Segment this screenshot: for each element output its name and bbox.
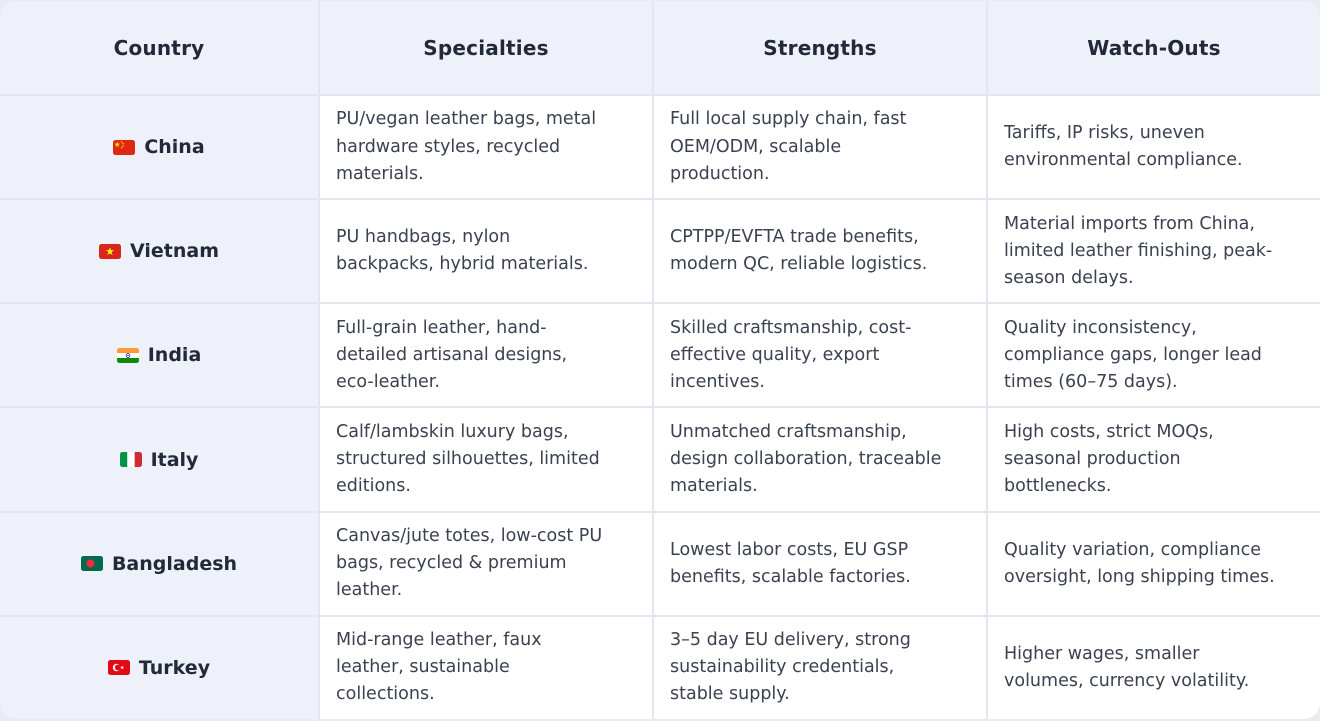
watch-outs-cell: Quality inconsistency, compliance gaps, longer lead times (60–75 days). [988,304,1320,406]
country-cell-bangladesh [0,513,318,615]
country-name: India [147,344,202,367]
specialties-cell: PU/vegan leather bags, metal hardware styles, recycled materials. [320,96,652,198]
watch-outs-cell: Tariffs, IP risks, uneven environmental compliance. [988,96,1320,198]
column-header-strengths: Strengths [654,1,986,94]
strengths-cell: Full local supply chain, fast OEM/ODM, scalable production. [654,96,986,198]
country-cell-turkey [0,617,318,719]
column-header-country: Country [0,1,318,94]
country-comparison-table [0,1,1320,719]
country-name: Turkey [138,656,211,679]
watch-outs-cell: High costs, strict MOQs, seasonal production bottlenecks. [988,408,1320,510]
strengths-cell: Lowest labor costs, EU GSP benefits, scalable factories. [654,513,986,615]
flag-vietnam-icon [99,244,121,259]
flag-bangladesh-icon [81,556,103,571]
country-name: Vietnam [130,240,219,263]
flag-turkey-icon [108,660,130,675]
strengths-cell: Skilled craftsmanship, cost-effective quality, export incentives. [654,304,986,406]
watch-outs-cell: Higher wages, smaller volumes, currency volatility. [988,617,1320,719]
specialties-cell: Canvas/jute totes, low-cost PU bags, recycled & premium leather. [320,513,652,615]
country-cell-vietnam [0,200,318,302]
watch-outs-cell: Material imports from China, limited leather finishing, peak-season delays. [988,200,1320,302]
country-name: Bangladesh [111,552,238,575]
specialties-cell: PU handbags, nylon backpacks, hybrid materials. [320,200,652,302]
country-cell-china [0,96,318,198]
specialties-cell: Full-grain leather, hand-detailed artisanal designs, eco-leather. [320,304,652,406]
strengths-cell: 3–5 day EU delivery, strong sustainability credentials, stable supply. [654,617,986,719]
strengths-cell: CPTPP/EVFTA trade benefits, modern QC, reliable logistics. [654,200,986,302]
watch-outs-cell: Quality variation, compliance oversight, long shipping times. [988,513,1320,615]
country-cell-india [0,304,318,406]
flag-italy-icon [120,452,142,467]
country-name: China [144,136,205,159]
flag-india-icon [117,348,139,363]
strengths-cell: Unmatched craftsmanship, design collaboration, traceable materials. [654,408,986,510]
column-header-specialties: Specialties [320,1,652,94]
specialties-cell: Mid-range leather, faux leather, sustainable collections. [320,617,652,719]
country-cell-italy [0,408,318,510]
country-name: Italy [150,448,199,471]
flag-china-icon [113,140,135,155]
column-header-watch-outs: Watch-Outs [988,1,1320,94]
specialties-cell: Calf/lambskin luxury bags, structured silhouettes, limited editions. [320,408,652,510]
